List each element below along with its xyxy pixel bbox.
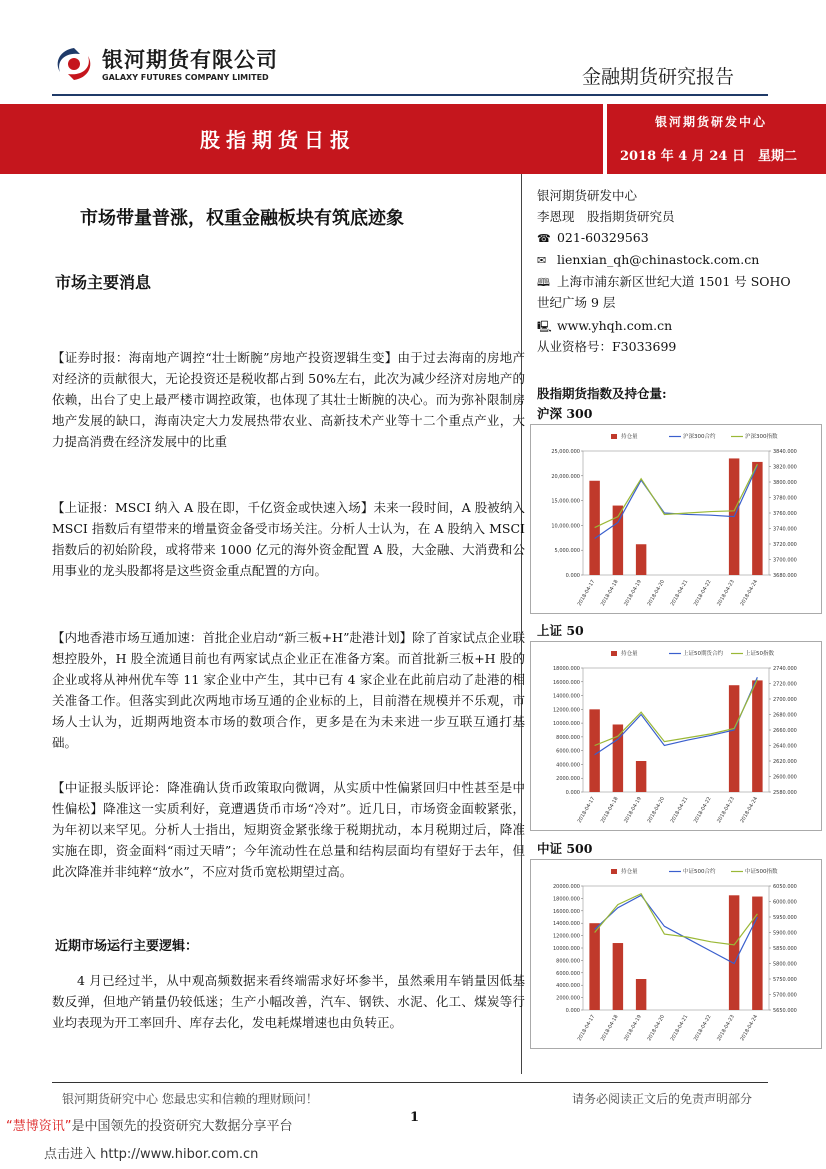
x-tick-label: 2018-04-21 [669, 579, 690, 608]
y-right-tick-label: 5650.000 [773, 1008, 797, 1014]
y-right-tick-label: 3760.000 [773, 511, 797, 517]
x-tick-label: 2018-04-18 [599, 579, 620, 608]
y-right-tick-label: 5750.000 [773, 977, 797, 983]
y-left-tick-label: 4000.000 [556, 983, 580, 990]
y-right-tick-label: 2600.000 [773, 774, 797, 781]
report-date: 2018 年 4 月 24 日 星期二 [620, 149, 797, 164]
y-right-tick-label: 2580.000 [773, 790, 797, 796]
y-right-tick-label: 3700.000 [773, 557, 797, 564]
y-left-tick-label: 2000.000 [556, 995, 580, 1002]
phone-number: 021-60329563 [556, 230, 649, 245]
chart-hs300-svg [531, 425, 821, 613]
chart-title-zz500: 中证 500 [537, 841, 593, 856]
book-icon: 🕮 [537, 276, 550, 289]
y-left-tick-label: 15,000.000 [551, 498, 580, 505]
y-left-tick-label: 14000.000 [552, 921, 580, 928]
ad-brand: “慧博资讯” [6, 1119, 72, 1134]
company-name-en: GALAXY FUTURES COMPANY LIMITED [102, 73, 269, 82]
y-left-tick-label: 0.000 [565, 573, 580, 579]
bar [752, 462, 762, 575]
contact-dept: 银河期货研发中心 [537, 188, 638, 203]
y-left-tick-label: 12000.000 [552, 707, 580, 714]
news-paragraph [52, 627, 525, 753]
legend-swatch [611, 651, 617, 656]
footer-rule [52, 1082, 768, 1083]
y-right-tick-label: 2700.000 [773, 697, 797, 703]
contact-email[interactable] [537, 250, 759, 272]
y-left-tick-label: 8000.000 [556, 734, 580, 741]
bar [589, 709, 599, 792]
legend-label: 上证50期货合约 [683, 651, 723, 657]
plot-area [583, 668, 769, 792]
y-left-tick-label: 14000.000 [552, 693, 580, 700]
legend-label: 持仓量 [621, 651, 638, 657]
y-left-tick-label: 18000.000 [552, 666, 580, 672]
y-right-tick-label: 3800.000 [773, 480, 797, 486]
company-logo [52, 42, 292, 92]
y-left-tick-label: 0.000 [565, 1008, 580, 1014]
y-left-tick-label: 4000.000 [556, 762, 580, 769]
contact-phone [537, 228, 649, 250]
x-tick-label: 2018-04-24 [739, 1014, 760, 1043]
y-right-tick-label: 2660.000 [773, 728, 797, 734]
section-title-logic: 近期市场运行主要逻辑： [55, 939, 199, 954]
y-left-tick-label: 2000.000 [556, 776, 580, 783]
x-tick-label: 2018-04-22 [692, 796, 713, 825]
x-tick-label: 2018-04-17 [576, 579, 597, 608]
y-right-tick-label: 5950.000 [773, 915, 797, 921]
x-tick-label: 2018-04-20 [646, 579, 667, 608]
bar [729, 895, 739, 1010]
y-right-tick-label: 3680.000 [773, 573, 797, 579]
legend-label: 持仓量 [621, 869, 638, 875]
company-name-cn: 银河期货有限公司 [102, 48, 278, 72]
chart-zz500 [530, 859, 822, 1049]
x-tick-label: 2018-04-22 [692, 579, 713, 608]
y-right-tick-label: 2740.000 [773, 666, 797, 672]
x-tick-label: 2018-04-17 [576, 796, 597, 825]
y-left-tick-label: 10000.000 [552, 721, 580, 728]
y-right-tick-label: 3840.000 [773, 449, 797, 455]
address-line2: 世纪广场 9 层 [537, 295, 616, 310]
y-left-tick-label: 10,000.000 [551, 523, 580, 530]
y-right-tick-label: 2620.000 [773, 759, 797, 765]
bar [589, 481, 599, 575]
y-left-tick-label: 12000.000 [552, 933, 580, 940]
y-left-tick-label: 16000.000 [552, 908, 580, 915]
bar [636, 761, 646, 792]
news-paragraph [52, 497, 525, 581]
legend-label: 沪深300指数 [745, 434, 778, 440]
y-right-tick-label: 5800.000 [773, 961, 797, 968]
address-line1: 上海市浦东新区世纪大道 1501 号 SOHO [556, 274, 791, 289]
y-left-tick-label: 20,000.000 [551, 473, 580, 480]
x-tick-label: 2018-04-19 [623, 1014, 643, 1043]
x-tick-label: 2018-04-24 [739, 796, 760, 825]
bar [752, 897, 762, 1010]
y-right-tick-label: 2640.000 [773, 743, 797, 750]
news-text: 【证券时报：海南地产调控“壮士断腕”房地产投资逻辑生变】由于过去海南的房地产对经济的贡献很大，无论投资还是税收都占到 50%左右，此次为减少经济对房地产的依赖，出台了史上最严楼市调控政策，也体现了其壮士断腕的决心。而为弥补限制房地产发展的缺口，海南决定大力发展热带农业、高新技术产业等十二个重点产业，大力提高消费在经济发展中的比重 [52, 350, 525, 449]
legend-label: 中证500合约 [683, 869, 716, 875]
footer-slogan: 银河期货研究中心 您最忠实和信赖的理财顾问！ [62, 1092, 318, 1106]
phone-icon: ☎ [537, 232, 551, 245]
y-right-tick-label: 2680.000 [773, 712, 797, 719]
bar [729, 685, 739, 792]
mail-icon: ✉ [537, 254, 547, 267]
computer-icon: 🖳 [537, 320, 552, 333]
y-left-tick-label: 8000.000 [556, 958, 580, 965]
x-tick-label: 2018-04-23 [716, 1014, 736, 1043]
y-left-tick-label: 5,000.000 [554, 548, 580, 555]
website-link[interactable]: www.yhqh.com.cn [556, 318, 673, 333]
header-rule [52, 94, 768, 96]
section-title-news: 市场主要消息 [55, 273, 152, 292]
legend-label: 沪深300合约 [683, 434, 716, 440]
chart-hs300 [530, 424, 822, 614]
y-left-tick-label: 16000.000 [552, 679, 580, 686]
license-number: 从业资格号：F3033699 [537, 339, 677, 354]
chart-sz50-svg [531, 642, 821, 830]
column-divider [521, 174, 522, 1074]
contact-address [537, 272, 791, 294]
plot-area [583, 451, 769, 575]
news-text: 【上证报：MSCI 纳入 A 股在即，千亿资金或快速入场】未来一段时间，A 股被纳入 MSCI 指数后有望带来的增量资金备受市场关注。分析人士认为，在 A 股纳入 MSCI 指数后的初始阶段，或将带来 1000 亿元的海外资金配置 A 股，大金融、大消费和公用事业的龙头股都将是这些资金重点配置的方向。 [52, 500, 525, 578]
x-tick-label: 2018-04-21 [669, 796, 690, 825]
y-left-tick-label: 20000.000 [552, 884, 580, 890]
chart-zz500-svg [531, 860, 821, 1048]
y-left-tick-label: 0.000 [565, 790, 580, 796]
x-tick-label: 2018-04-23 [716, 796, 736, 825]
charts-heading: 股指期货指数及持仓量: [537, 386, 667, 401]
ad-line [6, 1115, 293, 1134]
news-text: 【中证报头版评论：降准确认货币政策取向微调，从实质中性偏紧回归中性甚至是中性偏松】降准这一实质利好，竟遭遇货币市场“冷对”。近几日，市场资金面較紧张，为年初以来罕见。分析人士指出，短期资金紧张缘于税期扰动，本月税期过后，降准实施在即，资金面料“雨过天晴”；今年流动性在总量和结构层面均有望好于去年，但此次降准并非纯粹“放水”，不应对货币宽松期望过高。 [52, 780, 525, 879]
y-left-tick-label: 18000.000 [552, 896, 580, 903]
x-tick-label: 2018-04-24 [739, 579, 760, 608]
report-title: 股指期货日报 [200, 128, 356, 152]
news-paragraph [52, 777, 525, 882]
y-left-tick-label: 6000.000 [556, 970, 580, 977]
y-right-tick-label: 3740.000 [773, 526, 797, 533]
galaxy-logo-icon [52, 44, 96, 84]
legend-swatch [611, 434, 617, 439]
x-tick-label: 2018-04-23 [716, 579, 736, 608]
y-right-tick-label: 3780.000 [773, 495, 797, 502]
y-left-tick-label: 6000.000 [556, 748, 580, 755]
x-tick-label: 2018-04-20 [646, 796, 667, 825]
ad-link[interactable]: 点击进入 http://www.hibor.com.cn [44, 1147, 259, 1162]
bar [636, 544, 646, 575]
x-tick-label: 2018-04-20 [646, 1014, 667, 1043]
email-address[interactable]: lienxian_qh@chinastock.com.cn [556, 252, 760, 267]
x-tick-label: 2018-04-18 [599, 1014, 620, 1043]
legend-label: 上证50指数 [745, 651, 774, 657]
y-left-tick-label: 25,000.000 [551, 449, 580, 455]
y-right-tick-label: 3720.000 [773, 542, 797, 548]
x-tick-label: 2018-04-22 [692, 1014, 713, 1043]
bar [589, 923, 599, 1010]
news-text: 【内地香港市场互通加速：首批企业启动“新三板+H”赴港计划】除了首家试点企业联想控股外，H 股全流通目前也有两家试点企业正在准备方案。而首批新三板+H 股的企业或将从神州优车等 11 家企业中产生，其中已有 4 家企业在此前启动了赴港的相关准备工作。但落实到此次两地市场互通的企业标的上，目前潜在规模并不乐观，市场人士认为，近期两地资本市场的数项合作，更多是在为未来进一步互联互通打基础。 [52, 630, 525, 750]
x-tick-label: 2018-04-21 [669, 1014, 690, 1043]
y-right-tick-label: 6050.000 [773, 884, 797, 890]
y-left-tick-label: 10000.000 [552, 946, 580, 952]
headline: 市场带量普涨，权重金融板块有筑底迹象 [80, 208, 404, 229]
x-tick-label: 2018-04-17 [576, 1014, 597, 1043]
plot-area [583, 886, 769, 1010]
contact-analyst: 李恩现 股指期货研究员 [537, 209, 675, 224]
logic-text: 4 月已经过半，从中观高频数据来看终端需求好坏参半，虽然乘用车销量因低基数反弹，但地产销量仍较低迷；生产小幅改善，汽车、钢铁、水泥、化工、煤炭等行业均表现为开工率回升、库存去化，发电耗煤增速也由负转正。 [52, 973, 525, 1030]
y-right-tick-label: 2720.000 [773, 681, 797, 688]
contact-web[interactable] [537, 316, 672, 338]
y-right-tick-label: 6000.000 [773, 899, 797, 906]
banner-dept: 银河期货研发中心 [655, 115, 768, 129]
chart-title-hs300: 沪深 300 [537, 406, 593, 421]
chart-title-sz50: 上证 50 [537, 623, 584, 638]
x-tick-label: 2018-04-19 [623, 579, 643, 608]
report-type: 金融期货研究报告 [581, 66, 734, 88]
y-right-tick-label: 3820.000 [773, 464, 797, 471]
page-number: 1 [410, 1110, 420, 1125]
bar [752, 680, 762, 792]
footer-disclaimer: 请务必阅读正文后的免责声明部分 [572, 1092, 753, 1106]
bar [636, 979, 646, 1010]
y-right-tick-label: 5850.000 [773, 946, 797, 952]
y-right-tick-label: 5900.000 [773, 930, 797, 937]
ad-text: 是中国领先的投资研究大数据分享平台 [71, 1119, 293, 1134]
x-tick-label: 2018-04-19 [623, 796, 643, 825]
y-right-tick-label: 5700.000 [773, 992, 797, 999]
legend-label: 中证500指数 [745, 869, 778, 875]
x-tick-label: 2018-04-18 [599, 796, 620, 825]
legend-label: 持仓量 [621, 434, 638, 440]
bar [613, 943, 623, 1010]
news-paragraph [52, 347, 525, 452]
legend-swatch [611, 869, 617, 874]
chart-sz50 [530, 641, 822, 831]
logic-paragraph [52, 970, 525, 1033]
